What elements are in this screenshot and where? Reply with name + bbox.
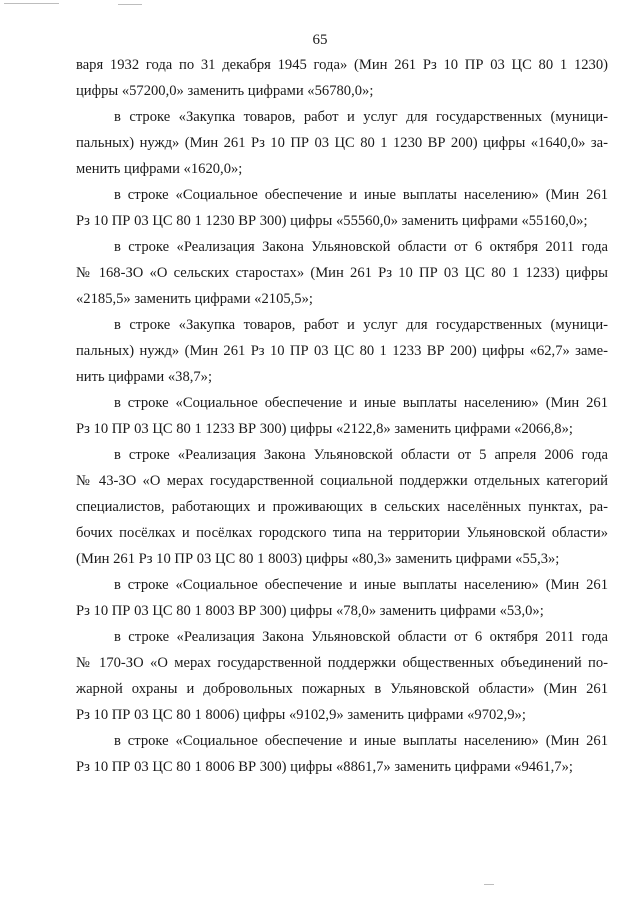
paragraph [76, 104, 608, 182]
paragraph [76, 442, 608, 572]
paragraph [76, 624, 608, 728]
text-line: (Мин 261 Рз 10 ПР 03 ЦС 80 1 8003) цифры «80,3» заменить цифрами «55,3»; [76, 551, 560, 567]
text-line: № 170-ЗО «О мерах государственной поддержки общественных объединений по- [76, 655, 608, 671]
paragraph [76, 182, 608, 234]
paragraph [76, 234, 608, 312]
text-line: Рз 10 ПР 03 ЦС 80 1 8006 ВР 300) цифры «8861,7» заменить цифрами «9461,7»; [76, 759, 573, 775]
text-line: в строке «Социальное обеспечение и иные выплаты населению» (Мин 261 [114, 577, 608, 593]
text-line: пальных) нужд» (Мин 261 Рз 10 ПР 03 ЦС 80 1 1233 ВР 200) цифры «62,7» заме- [76, 343, 608, 359]
paragraph [76, 728, 608, 780]
text-line: нить цифрами «38,7»; [76, 369, 213, 385]
scan-artifact-top-middle [118, 4, 142, 5]
page-number: 65 [312, 32, 328, 48]
scan-artifact-bottom-right [484, 884, 494, 885]
text-line: в строке «Закупка товаров, работ и услуг для государственных (муници- [114, 109, 608, 125]
text-line: жарной охраны и добровольных пожарных в Ульяновской области» (Мин 261 [76, 681, 608, 697]
text-line: цифры «57200,0» заменить цифрами «56780,0»; [76, 83, 374, 99]
text-line: специалистов, работающих и проживающих в сельских населённых пунктах, ра- [76, 499, 608, 515]
paragraph [76, 572, 608, 624]
text-line: в строке «Закупка товаров, работ и услуг для государственных (муници- [114, 317, 608, 333]
document-body [76, 52, 608, 780]
text-line: бочих посёлках и посёлках городского типа на территории Ульяновской области» [76, 525, 608, 541]
text-line: в строке «Реализация Закона Ульяновской области от 5 апреля 2006 года [114, 447, 608, 463]
paragraph [76, 312, 608, 390]
text-line: в строке «Реализация Закона Ульяновской области от 6 октября 2011 года [114, 239, 608, 255]
text-line: Рз 10 ПР 03 ЦС 80 1 1233 ВР 300) цифры «2122,8» заменить цифрами «2066,8»; [76, 421, 573, 437]
text-line: варя 1932 года по 31 декабря 1945 года» (Мин 261 Рз 10 ПР 03 ЦС 80 1 1230) [76, 57, 608, 73]
text-line: № 168-ЗО «О сельских старостах» (Мин 261 Рз 10 ПР 03 ЦС 80 1 1233) цифры [76, 265, 608, 281]
scan-artifact-top-left [4, 3, 59, 4]
text-line: в строке «Реализация Закона Ульяновской области от 6 октября 2011 года [114, 629, 608, 645]
text-line: Рз 10 ПР 03 ЦС 80 1 8003 ВР 300) цифры «78,0» заменить цифрами «53,0»; [76, 603, 544, 619]
paragraph [76, 52, 608, 104]
text-line: в строке «Социальное обеспечение и иные выплаты населению» (Мин 261 [114, 395, 608, 411]
text-line: в строке «Социальное обеспечение и иные выплаты населению» (Мин 261 [114, 733, 608, 749]
text-line: пальных) нужд» (Мин 261 Рз 10 ПР 03 ЦС 80 1 1230 ВР 200) цифры «1640,0» за- [76, 135, 608, 151]
text-line: Рз 10 ПР 03 ЦС 80 1 8006) цифры «9102,9» заменить цифрами «9702,9»; [76, 707, 526, 723]
text-line: в строке «Социальное обеспечение и иные выплаты населению» (Мин 261 [114, 187, 608, 203]
paragraph [76, 390, 608, 442]
text-line: № 43-ЗО «О мерах государственной социальной поддержки отдельных категорий [76, 473, 608, 489]
text-line: Рз 10 ПР 03 ЦС 80 1 1230 ВР 300) цифры «55560,0» заменить цифрами «55160,0»; [76, 213, 588, 229]
text-line: «2185,5» заменить цифрами «2105,5»; [76, 291, 313, 307]
text-line: менить цифрами «1620,0»; [76, 161, 243, 177]
